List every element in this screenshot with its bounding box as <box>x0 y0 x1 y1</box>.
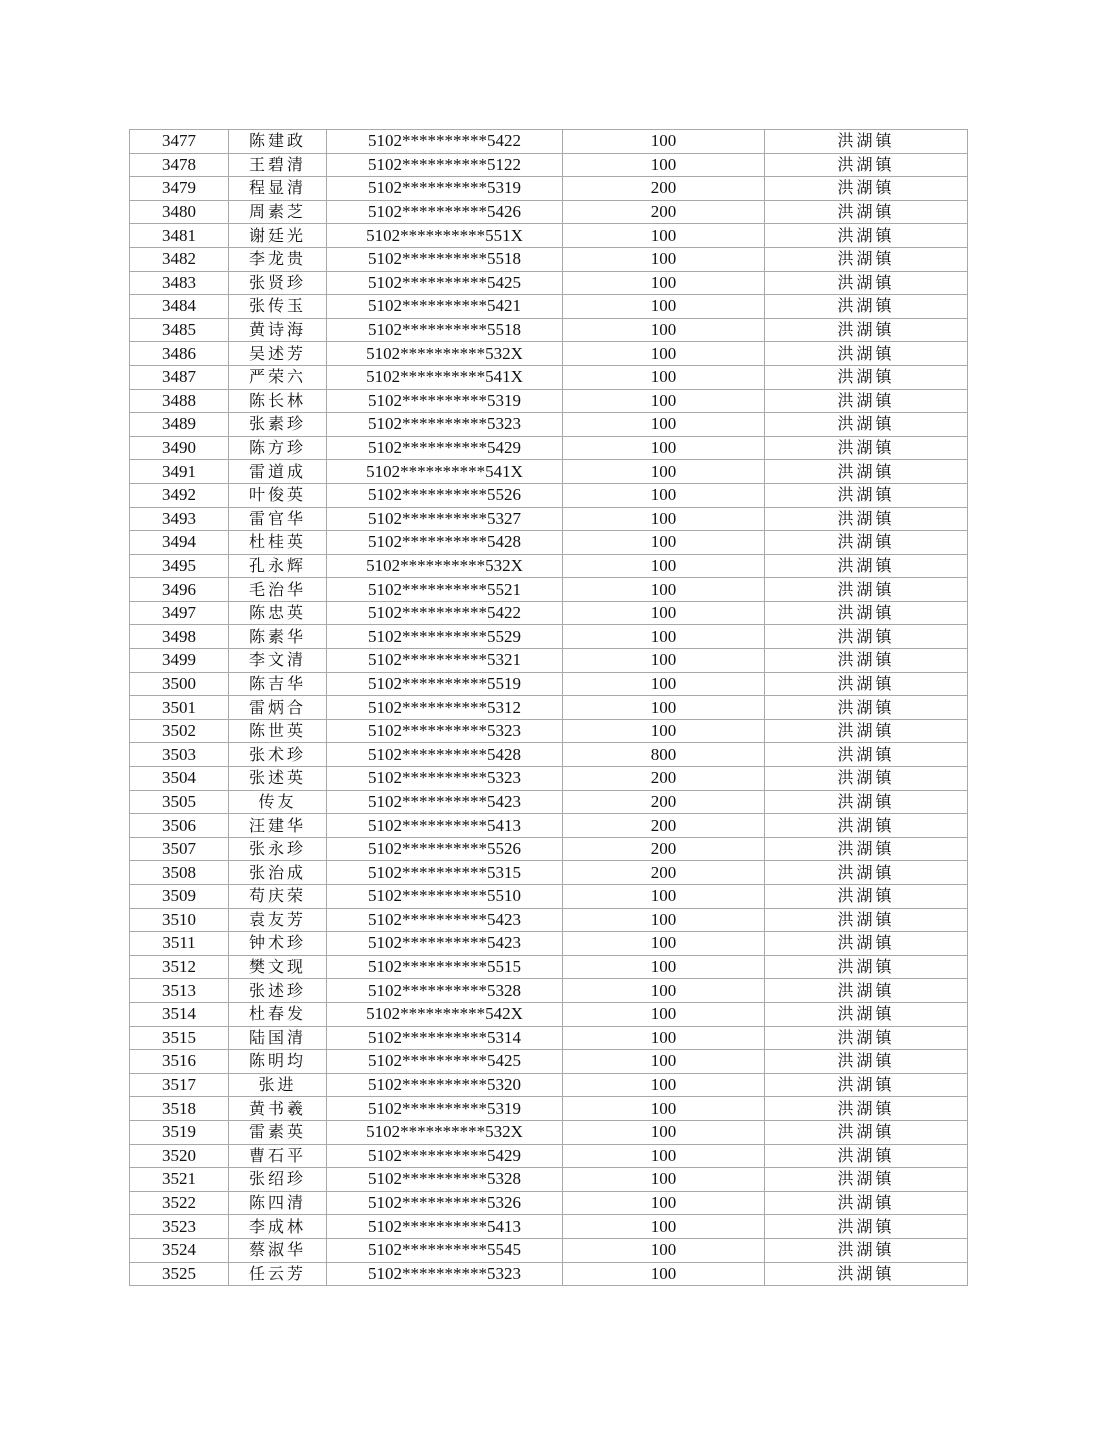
id-number-cell: 5102**********5312 <box>327 696 563 720</box>
amount-cell: 100 <box>563 365 765 389</box>
person-name-cell: 陈忠英 <box>229 601 327 625</box>
town-cell: 洪湖镇 <box>765 1050 968 1074</box>
id-number-cell: 5102**********5518 <box>327 247 563 271</box>
id-number-cell: 5102**********5519 <box>327 672 563 696</box>
amount-cell: 800 <box>563 743 765 767</box>
town-cell: 洪湖镇 <box>765 1120 968 1144</box>
town-cell: 洪湖镇 <box>765 696 968 720</box>
id-number-cell: 5102**********5428 <box>327 743 563 767</box>
town-cell: 洪湖镇 <box>765 908 968 932</box>
town-cell: 洪湖镇 <box>765 507 968 531</box>
id-number-cell: 5102**********5422 <box>327 601 563 625</box>
id-number-cell: 5102**********532X <box>327 1120 563 1144</box>
serial-number-cell: 3508 <box>130 861 229 885</box>
table-row <box>130 1144 968 1168</box>
amount-cell: 100 <box>563 318 765 342</box>
person-name-cell: 杜桂英 <box>229 531 327 555</box>
serial-number-cell: 3512 <box>130 955 229 979</box>
serial-number-cell: 3525 <box>130 1262 229 1286</box>
table-row <box>130 224 968 248</box>
id-number-cell: 5102**********5429 <box>327 1144 563 1168</box>
serial-number-cell: 3492 <box>130 483 229 507</box>
person-name-cell: 孔永辉 <box>229 554 327 578</box>
amount-cell: 100 <box>563 507 765 531</box>
town-cell: 洪湖镇 <box>765 885 968 909</box>
person-name-cell: 张传玉 <box>229 295 327 319</box>
id-number-cell: 5102**********5428 <box>327 531 563 555</box>
town-cell: 洪湖镇 <box>765 153 968 177</box>
table-row <box>130 885 968 909</box>
serial-number-cell: 3505 <box>130 790 229 814</box>
id-number-cell: 5102**********5425 <box>327 1050 563 1074</box>
id-number-cell: 5102**********542X <box>327 1002 563 1026</box>
town-cell: 洪湖镇 <box>765 365 968 389</box>
serial-number-cell: 3483 <box>130 271 229 295</box>
town-cell: 洪湖镇 <box>765 436 968 460</box>
person-name-cell: 雷道成 <box>229 460 327 484</box>
table-row <box>130 1168 968 1192</box>
id-number-cell: 5102**********5323 <box>327 1262 563 1286</box>
serial-number-cell: 3509 <box>130 885 229 909</box>
serial-number-cell: 3511 <box>130 932 229 956</box>
amount-cell: 100 <box>563 578 765 602</box>
id-number-cell: 5102**********551X <box>327 224 563 248</box>
amount-cell: 100 <box>563 483 765 507</box>
table-row <box>130 1120 968 1144</box>
town-cell: 洪湖镇 <box>765 177 968 201</box>
person-name-cell: 钟术珍 <box>229 932 327 956</box>
serial-number-cell: 3480 <box>130 200 229 224</box>
table-row <box>130 625 968 649</box>
town-cell: 洪湖镇 <box>765 767 968 791</box>
table-row <box>130 955 968 979</box>
serial-number-cell: 3493 <box>130 507 229 531</box>
town-cell: 洪湖镇 <box>765 554 968 578</box>
serial-number-cell: 3519 <box>130 1120 229 1144</box>
table-row <box>130 153 968 177</box>
town-cell: 洪湖镇 <box>765 531 968 555</box>
table-row <box>130 365 968 389</box>
town-cell: 洪湖镇 <box>765 1097 968 1121</box>
amount-cell: 100 <box>563 531 765 555</box>
serial-number-cell: 3520 <box>130 1144 229 1168</box>
serial-number-cell: 3517 <box>130 1073 229 1097</box>
person-name-cell: 雷官华 <box>229 507 327 531</box>
town-cell: 洪湖镇 <box>765 295 968 319</box>
serial-number-cell: 3490 <box>130 436 229 460</box>
amount-cell: 100 <box>563 1073 765 1097</box>
person-name-cell: 蔡淑华 <box>229 1238 327 1262</box>
id-number-cell: 5102**********5423 <box>327 908 563 932</box>
town-cell: 洪湖镇 <box>765 601 968 625</box>
table-row <box>130 719 968 743</box>
id-number-cell: 5102**********5429 <box>327 436 563 460</box>
person-name-cell: 陈素华 <box>229 625 327 649</box>
person-name-cell: 叶俊英 <box>229 483 327 507</box>
id-number-cell: 5102**********5319 <box>327 177 563 201</box>
amount-cell: 200 <box>563 814 765 838</box>
person-name-cell: 杜春发 <box>229 1002 327 1026</box>
amount-cell: 100 <box>563 130 765 154</box>
id-number-cell: 5102**********5423 <box>327 790 563 814</box>
id-number-cell: 5102**********5326 <box>327 1191 563 1215</box>
town-cell: 洪湖镇 <box>765 649 968 673</box>
table-row <box>130 601 968 625</box>
town-cell: 洪湖镇 <box>765 861 968 885</box>
person-name-cell: 张贤珍 <box>229 271 327 295</box>
table-row <box>130 342 968 366</box>
table-row <box>130 247 968 271</box>
table-row <box>130 295 968 319</box>
serial-number-cell: 3518 <box>130 1097 229 1121</box>
person-name-cell: 陈吉华 <box>229 672 327 696</box>
id-number-cell: 5102**********5323 <box>327 719 563 743</box>
serial-number-cell: 3479 <box>130 177 229 201</box>
person-name-cell: 谢廷光 <box>229 224 327 248</box>
amount-cell: 100 <box>563 224 765 248</box>
town-cell: 洪湖镇 <box>765 1168 968 1192</box>
table-row <box>130 837 968 861</box>
amount-cell: 100 <box>563 389 765 413</box>
town-cell: 洪湖镇 <box>765 1191 968 1215</box>
table-row <box>130 649 968 673</box>
town-cell: 洪湖镇 <box>765 1026 968 1050</box>
person-name-cell: 陈方珍 <box>229 436 327 460</box>
person-name-cell: 张绍珍 <box>229 1168 327 1192</box>
person-name-cell: 李文清 <box>229 649 327 673</box>
amount-cell: 100 <box>563 719 765 743</box>
table-row <box>130 1002 968 1026</box>
person-name-cell: 张述珍 <box>229 979 327 1003</box>
table-row <box>130 413 968 437</box>
table-row <box>130 483 968 507</box>
serial-number-cell: 3507 <box>130 837 229 861</box>
person-name-cell: 曹石平 <box>229 1144 327 1168</box>
amount-cell: 100 <box>563 1262 765 1286</box>
amount-cell: 100 <box>563 153 765 177</box>
amount-cell: 200 <box>563 767 765 791</box>
serial-number-cell: 3521 <box>130 1168 229 1192</box>
town-cell: 洪湖镇 <box>765 1002 968 1026</box>
amount-cell: 100 <box>563 1120 765 1144</box>
amount-cell: 100 <box>563 1026 765 1050</box>
serial-number-cell: 3513 <box>130 979 229 1003</box>
table-row <box>130 1191 968 1215</box>
person-name-cell: 张永珍 <box>229 837 327 861</box>
amount-cell: 100 <box>563 625 765 649</box>
person-name-cell: 张述英 <box>229 767 327 791</box>
town-cell: 洪湖镇 <box>765 389 968 413</box>
id-number-cell: 5102**********5545 <box>327 1238 563 1262</box>
town-cell: 洪湖镇 <box>765 955 968 979</box>
amount-cell: 100 <box>563 1144 765 1168</box>
person-name-cell: 黄书羲 <box>229 1097 327 1121</box>
id-number-cell: 5102**********5521 <box>327 578 563 602</box>
table-row <box>130 578 968 602</box>
table-row <box>130 672 968 696</box>
person-name-cell: 严荣六 <box>229 365 327 389</box>
table-row <box>130 814 968 838</box>
amount-cell: 100 <box>563 1191 765 1215</box>
table-row <box>130 460 968 484</box>
id-number-cell: 5102**********541X <box>327 460 563 484</box>
id-number-cell: 5102**********5328 <box>327 1168 563 1192</box>
town-cell: 洪湖镇 <box>765 1073 968 1097</box>
table-row <box>130 200 968 224</box>
table-body <box>130 130 968 1286</box>
id-number-cell: 5102**********5315 <box>327 861 563 885</box>
amount-cell: 100 <box>563 955 765 979</box>
person-name-cell: 张素珍 <box>229 413 327 437</box>
table-row <box>130 979 968 1003</box>
amount-cell: 200 <box>563 177 765 201</box>
table-row <box>130 743 968 767</box>
person-name-cell: 传友 <box>229 790 327 814</box>
town-cell: 洪湖镇 <box>765 460 968 484</box>
person-name-cell: 张术珍 <box>229 743 327 767</box>
id-number-cell: 5102**********532X <box>327 554 563 578</box>
serial-number-cell: 3477 <box>130 130 229 154</box>
subsidy-list-table <box>129 129 968 1286</box>
amount-cell: 100 <box>563 271 765 295</box>
id-number-cell: 5102**********5122 <box>327 153 563 177</box>
town-cell: 洪湖镇 <box>765 625 968 649</box>
id-number-cell: 5102**********5515 <box>327 955 563 979</box>
town-cell: 洪湖镇 <box>765 247 968 271</box>
id-number-cell: 5102**********5425 <box>327 271 563 295</box>
table-row <box>130 767 968 791</box>
table-row <box>130 932 968 956</box>
person-name-cell: 王碧清 <box>229 153 327 177</box>
person-name-cell: 雷炳合 <box>229 696 327 720</box>
id-number-cell: 5102**********5323 <box>327 413 563 437</box>
table-row <box>130 1215 968 1239</box>
serial-number-cell: 3494 <box>130 531 229 555</box>
amount-cell: 100 <box>563 1050 765 1074</box>
person-name-cell: 吴述芳 <box>229 342 327 366</box>
id-number-cell: 5102**********5518 <box>327 318 563 342</box>
town-cell: 洪湖镇 <box>765 1238 968 1262</box>
amount-cell: 100 <box>563 460 765 484</box>
amount-cell: 100 <box>563 1215 765 1239</box>
serial-number-cell: 3478 <box>130 153 229 177</box>
town-cell: 洪湖镇 <box>765 342 968 366</box>
town-cell: 洪湖镇 <box>765 790 968 814</box>
table-row <box>130 507 968 531</box>
table-row <box>130 1026 968 1050</box>
town-cell: 洪湖镇 <box>765 1262 968 1286</box>
id-number-cell: 5102**********5526 <box>327 837 563 861</box>
serial-number-cell: 3501 <box>130 696 229 720</box>
town-cell: 洪湖镇 <box>765 200 968 224</box>
serial-number-cell: 3499 <box>130 649 229 673</box>
serial-number-cell: 3495 <box>130 554 229 578</box>
serial-number-cell: 3500 <box>130 672 229 696</box>
id-number-cell: 5102**********5422 <box>327 130 563 154</box>
id-number-cell: 5102**********5314 <box>327 1026 563 1050</box>
table-row <box>130 908 968 932</box>
serial-number-cell: 3502 <box>130 719 229 743</box>
town-cell: 洪湖镇 <box>765 814 968 838</box>
town-cell: 洪湖镇 <box>765 318 968 342</box>
person-name-cell: 程显清 <box>229 177 327 201</box>
amount-cell: 200 <box>563 200 765 224</box>
serial-number-cell: 3515 <box>130 1026 229 1050</box>
id-number-cell: 5102**********5327 <box>327 507 563 531</box>
serial-number-cell: 3506 <box>130 814 229 838</box>
amount-cell: 200 <box>563 861 765 885</box>
serial-number-cell: 3487 <box>130 365 229 389</box>
serial-number-cell: 3523 <box>130 1215 229 1239</box>
person-name-cell: 张治成 <box>229 861 327 885</box>
amount-cell: 100 <box>563 601 765 625</box>
id-number-cell: 5102**********5323 <box>327 767 563 791</box>
id-number-cell: 5102**********5526 <box>327 483 563 507</box>
person-name-cell: 陈建政 <box>229 130 327 154</box>
amount-cell: 100 <box>563 1168 765 1192</box>
serial-number-cell: 3510 <box>130 908 229 932</box>
town-cell: 洪湖镇 <box>765 979 968 1003</box>
serial-number-cell: 3503 <box>130 743 229 767</box>
amount-cell: 100 <box>563 979 765 1003</box>
serial-number-cell: 3522 <box>130 1191 229 1215</box>
person-name-cell: 袁友芳 <box>229 908 327 932</box>
amount-cell: 100 <box>563 885 765 909</box>
serial-number-cell: 3486 <box>130 342 229 366</box>
person-name-cell: 汪建华 <box>229 814 327 838</box>
serial-number-cell: 3497 <box>130 601 229 625</box>
person-name-cell: 周素芝 <box>229 200 327 224</box>
person-name-cell: 张进 <box>229 1073 327 1097</box>
table-row <box>130 130 968 154</box>
id-number-cell: 5102**********541X <box>327 365 563 389</box>
serial-number-cell: 3485 <box>130 318 229 342</box>
amount-cell: 100 <box>563 932 765 956</box>
person-name-cell: 李成林 <box>229 1215 327 1239</box>
person-name-cell: 陆国清 <box>229 1026 327 1050</box>
serial-number-cell: 3504 <box>130 767 229 791</box>
amount-cell: 200 <box>563 837 765 861</box>
amount-cell: 100 <box>563 649 765 673</box>
town-cell: 洪湖镇 <box>765 1144 968 1168</box>
town-cell: 洪湖镇 <box>765 1215 968 1239</box>
table-row <box>130 790 968 814</box>
table-row <box>130 271 968 295</box>
person-name-cell: 陈明均 <box>229 1050 327 1074</box>
table-row <box>130 1262 968 1286</box>
amount-cell: 100 <box>563 554 765 578</box>
town-cell: 洪湖镇 <box>765 743 968 767</box>
serial-number-cell: 3524 <box>130 1238 229 1262</box>
person-name-cell: 任云芳 <box>229 1262 327 1286</box>
amount-cell: 100 <box>563 1097 765 1121</box>
id-number-cell: 5102**********5423 <box>327 932 563 956</box>
person-name-cell: 雷素英 <box>229 1120 327 1144</box>
town-cell: 洪湖镇 <box>765 578 968 602</box>
id-number-cell: 5102**********5510 <box>327 885 563 909</box>
amount-cell: 100 <box>563 696 765 720</box>
serial-number-cell: 3498 <box>130 625 229 649</box>
town-cell: 洪湖镇 <box>765 672 968 696</box>
table-row <box>130 554 968 578</box>
amount-cell: 100 <box>563 247 765 271</box>
amount-cell: 100 <box>563 672 765 696</box>
table-row <box>130 1073 968 1097</box>
id-number-cell: 5102**********5413 <box>327 1215 563 1239</box>
id-number-cell: 5102**********5421 <box>327 295 563 319</box>
id-number-cell: 5102**********5529 <box>327 625 563 649</box>
serial-number-cell: 3488 <box>130 389 229 413</box>
id-number-cell: 5102**********5320 <box>327 1073 563 1097</box>
serial-number-cell: 3516 <box>130 1050 229 1074</box>
amount-cell: 100 <box>563 342 765 366</box>
table-row <box>130 531 968 555</box>
person-name-cell: 陈四清 <box>229 1191 327 1215</box>
table-row <box>130 1050 968 1074</box>
town-cell: 洪湖镇 <box>765 130 968 154</box>
table-row <box>130 1238 968 1262</box>
person-name-cell: 李龙贵 <box>229 247 327 271</box>
serial-number-cell: 3496 <box>130 578 229 602</box>
serial-number-cell: 3514 <box>130 1002 229 1026</box>
town-cell: 洪湖镇 <box>765 932 968 956</box>
amount-cell: 100 <box>563 908 765 932</box>
town-cell: 洪湖镇 <box>765 483 968 507</box>
amount-cell: 200 <box>563 790 765 814</box>
id-number-cell: 5102**********5426 <box>327 200 563 224</box>
table-row <box>130 318 968 342</box>
id-number-cell: 5102**********532X <box>327 342 563 366</box>
serial-number-cell: 3484 <box>130 295 229 319</box>
table-row <box>130 1097 968 1121</box>
id-number-cell: 5102**********5321 <box>327 649 563 673</box>
town-cell: 洪湖镇 <box>765 271 968 295</box>
town-cell: 洪湖镇 <box>765 224 968 248</box>
town-cell: 洪湖镇 <box>765 413 968 437</box>
person-name-cell: 陈长林 <box>229 389 327 413</box>
person-name-cell: 毛治华 <box>229 578 327 602</box>
serial-number-cell: 3491 <box>130 460 229 484</box>
amount-cell: 100 <box>563 1002 765 1026</box>
amount-cell: 100 <box>563 1238 765 1262</box>
person-name-cell: 苟庆荣 <box>229 885 327 909</box>
town-cell: 洪湖镇 <box>765 719 968 743</box>
amount-cell: 100 <box>563 436 765 460</box>
table-row <box>130 696 968 720</box>
table-row <box>130 389 968 413</box>
town-cell: 洪湖镇 <box>765 837 968 861</box>
serial-number-cell: 3482 <box>130 247 229 271</box>
id-number-cell: 5102**********5413 <box>327 814 563 838</box>
table-row <box>130 861 968 885</box>
id-number-cell: 5102**********5319 <box>327 1097 563 1121</box>
id-number-cell: 5102**********5319 <box>327 389 563 413</box>
person-name-cell: 樊文现 <box>229 955 327 979</box>
serial-number-cell: 3481 <box>130 224 229 248</box>
table-row <box>130 436 968 460</box>
amount-cell: 100 <box>563 295 765 319</box>
id-number-cell: 5102**********5328 <box>327 979 563 1003</box>
serial-number-cell: 3489 <box>130 413 229 437</box>
table-row <box>130 177 968 201</box>
person-name-cell: 黄诗海 <box>229 318 327 342</box>
person-name-cell: 陈世英 <box>229 719 327 743</box>
amount-cell: 100 <box>563 413 765 437</box>
